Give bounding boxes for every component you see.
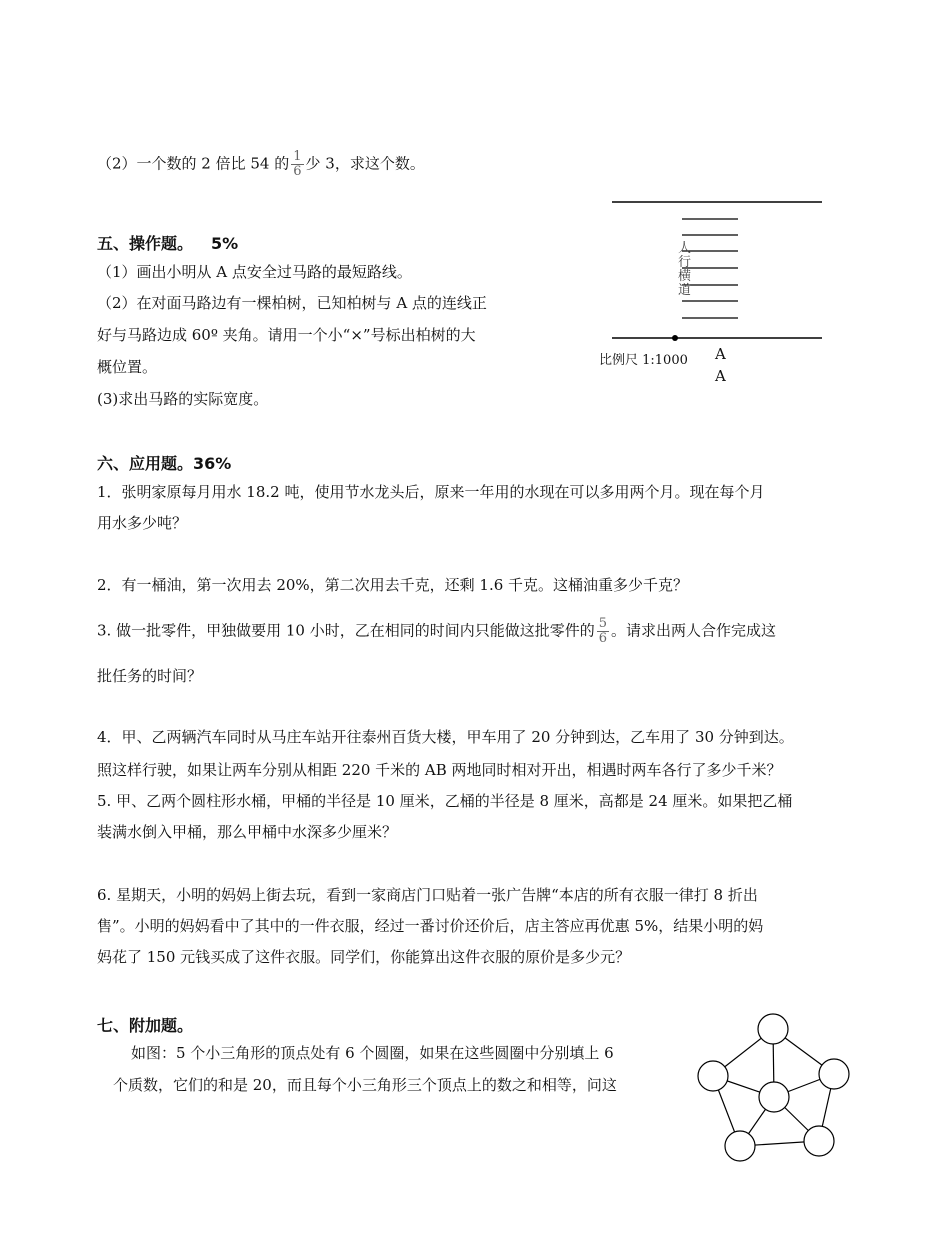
point-a-dot xyxy=(672,335,678,341)
section7-line-1: 如图：5 个小三角形的顶点处有 6 个圆圈，如果在这些圆圈中分别填上 6 xyxy=(131,1044,614,1062)
section5-line-4: 概位置。 xyxy=(97,358,158,376)
section5-line-3: 好与马路边成 60º 夹角。请用一个小“×”号标出柏树的大 xyxy=(97,326,476,344)
q5-line-1: 5. 甲、乙两个圆柱形水桶，甲桶的半径是 10 厘米，乙桶的半径是 8 厘米，高都是 24 厘米。如果把乙桶 xyxy=(97,792,793,810)
q4-line-1: 4．甲、乙两辆汽车同时从马庄车站开往泰州百货大楼，甲车用了 20 分钟到达，乙车用了 30 分钟到达。 xyxy=(97,728,794,746)
pentagon-circles-figure xyxy=(690,1010,860,1170)
q4-line-2: 照这样行驶，如果让两车分别从相距 220 千米的 AB 两地同时相对开出，相遇时两车各行了多少千米？ xyxy=(97,761,782,779)
point-a-label-1: A xyxy=(715,345,726,363)
circle-left xyxy=(698,1061,728,1091)
q5-line-2: 装满水倒入甲桶，那么甲桶中水深多少厘米？ xyxy=(97,823,398,841)
scale-label: 比例尺 1:1000 xyxy=(599,353,688,368)
section5-line-1: （1）画出小明从 A 点安全过马路的最短路线。 xyxy=(97,263,412,281)
q1-line-1: 1．张明家原每月用水 18.2 吨，使用节水龙头后，原来一年用的水现在可以多用两个月。现在每个月 xyxy=(97,483,765,501)
section5-line-2: （2）在对面马路边有一棵柏树，已知柏树与 A 点的连线正 xyxy=(97,294,487,312)
q6-line-3: 妈花了 150 元钱买成了这件衣服。同学们，你能算出这件衣服的原价是多少元？ xyxy=(97,948,631,966)
circle-center xyxy=(759,1082,789,1112)
section5-title: 五、操作题。 5% xyxy=(97,234,239,253)
section6-title: 六、应用题。36% xyxy=(97,454,232,473)
circle-bottom-left xyxy=(725,1131,755,1161)
q1-line-2: 用水多少吨？ xyxy=(97,514,188,532)
circle-top xyxy=(758,1014,788,1044)
q4-2-question: （2）一个数的 2 倍比 54 的 $\frac{1}{6}$ 少 3，求这个数。 xyxy=(97,149,425,179)
point-a-label-2: A xyxy=(715,367,726,385)
section7-line-2: 个质数，它们的和是 20，而且每个小三角形三个顶点上的数之和相等，问这 xyxy=(113,1076,617,1094)
q2-line: 2．有一桶油，第一次用去 20%，第二次用去千克，还剩 1.6 千克。这桶油重多少千克？ xyxy=(97,576,689,594)
circle-right xyxy=(819,1059,849,1089)
q6-line-2: 售”。小明的妈妈看中了其中的一件衣服，经过一番讨价还价后，店主答应再优惠 5%，结果小明的妈 xyxy=(97,917,764,935)
q3-line-2: 批任务的时间？ xyxy=(97,667,203,685)
section7-title: 七、附加题。 xyxy=(97,1016,194,1035)
q3-line-1: 3. 做一批零件，甲独做要用 10 小时，乙在相同的时间内只能做这批零件的 $\frac{5}{6}$ 。请求出两人合作完成这 xyxy=(97,616,777,646)
circle-bottom-right xyxy=(804,1126,834,1156)
fraction-five-sixths: $\frac{5}{6}$ xyxy=(598,616,607,646)
figure-circles xyxy=(698,1014,849,1161)
section5-line-5: (3)求出马路的实际宽度。 xyxy=(97,390,269,408)
crosswalk-label: 人行横道 xyxy=(678,241,692,298)
q6-line-1: 6. 星期天，小明的妈妈上街去玩，看到一家商店门口贴着一张广告牌“本店的所有衣服一律打 8 折出 xyxy=(97,886,758,904)
fraction-one-sixth: $\frac{1}{6}$ xyxy=(293,149,302,179)
